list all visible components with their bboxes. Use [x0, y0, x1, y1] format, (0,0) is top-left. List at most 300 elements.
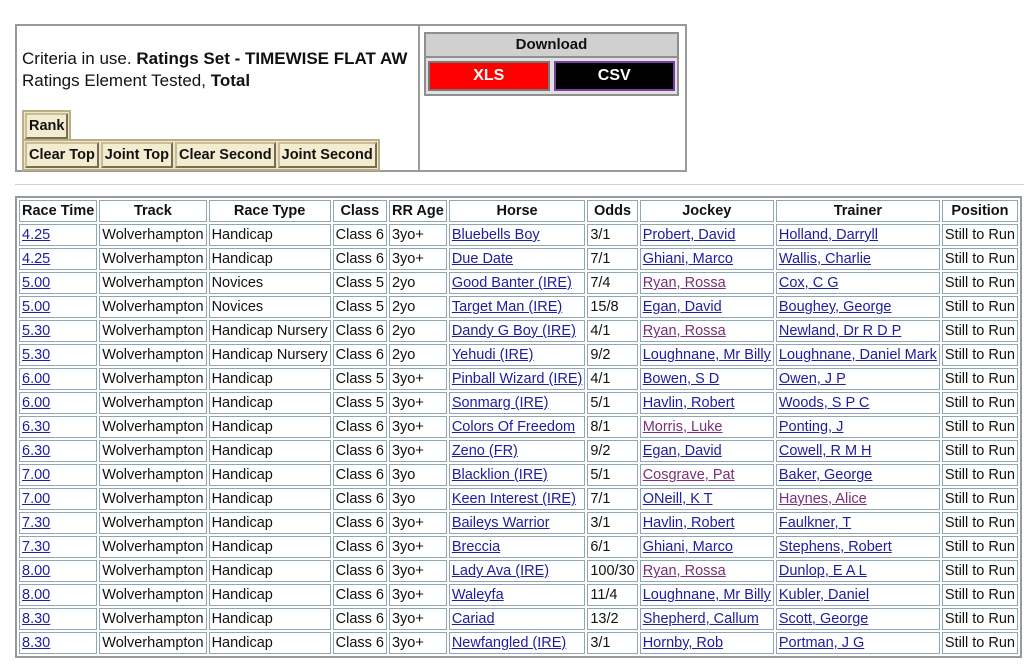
column-header-jockey: Jockey	[640, 200, 774, 222]
race-type-cell: Novices	[209, 272, 331, 294]
clear-top-button[interactable]: Clear Top	[25, 142, 99, 168]
race-time-cell	[19, 536, 97, 558]
jockey-cell	[640, 632, 774, 654]
trainer-cell	[776, 440, 940, 462]
jockey-link[interactable]: Egan, David	[642, 299, 722, 315]
trainer-cell	[776, 344, 940, 366]
track-cell: Wolverhampton	[99, 272, 206, 294]
jockey-cell	[640, 560, 774, 582]
trainer-link[interactable]: Cox, C G	[778, 275, 839, 291]
jockey-link[interactable]: Ghiani, Marco	[642, 251, 733, 267]
race-time-link[interactable]: 6.30	[22, 419, 51, 435]
race-type-cell: Handicap	[209, 248, 331, 270]
jockey-link[interactable]: Cosgrave, Pat	[642, 467, 735, 483]
table-row	[19, 440, 1018, 462]
odds-cell: 7/4	[587, 272, 637, 294]
race-time-cell	[19, 440, 97, 462]
horse-link[interactable]: Good Banter (IRE)	[451, 275, 572, 291]
race-time-link[interactable]: 5.00	[22, 299, 51, 315]
position-filter-group	[22, 139, 380, 171]
table-row	[19, 464, 1018, 486]
table-row	[19, 584, 1018, 606]
jockey-link[interactable]: Ryan, Rossa	[642, 323, 726, 339]
track-cell: Wolverhampton	[99, 320, 206, 342]
table-row	[19, 512, 1018, 534]
trainer-link[interactable]: Faulkner, T	[778, 515, 852, 531]
jockey-link[interactable]: ONeill, K T	[642, 491, 713, 507]
element-value: Total	[210, 71, 251, 90]
class-cell: Class 6	[333, 632, 387, 654]
horse-link[interactable]: Sonmarg (IRE)	[451, 395, 549, 411]
joint-top-button[interactable]: Joint Top	[101, 142, 173, 168]
jockey-cell	[640, 272, 774, 294]
jockey-cell	[640, 464, 774, 486]
race-type-cell: Handicap	[209, 224, 331, 246]
race-time-cell	[19, 248, 97, 270]
xls-download-button[interactable]: XLS	[428, 61, 550, 91]
jockey-link[interactable]: Hornby, Rob	[642, 635, 724, 651]
horse-link[interactable]: Dandy G Boy (IRE)	[451, 323, 576, 339]
race-time-link[interactable]: 7.00	[22, 491, 51, 507]
odds-cell: 3/1	[587, 224, 637, 246]
horse-link[interactable]: Zeno (FR)	[451, 443, 518, 459]
trainer-link[interactable]: Baker, George	[778, 467, 873, 483]
trainer-cell	[776, 272, 940, 294]
download-section	[420, 26, 685, 170]
trainer-link[interactable]: Ponting, J	[778, 419, 844, 435]
race-time-link[interactable]: 5.30	[22, 347, 51, 363]
odds-cell: 100/30	[587, 560, 637, 582]
race-time-cell	[19, 416, 97, 438]
track-cell: Wolverhampton	[99, 488, 206, 510]
jockey-cell	[640, 248, 774, 270]
table-row	[19, 632, 1018, 654]
jockey-cell	[640, 368, 774, 390]
jockey-link[interactable]: Loughnane, Mr Billy	[642, 347, 771, 363]
trainer-link[interactable]: Wallis, Charlie	[778, 251, 871, 267]
jockey-link[interactable]: Havlin, Robert	[642, 515, 735, 531]
position-cell: Still to Run	[942, 488, 1018, 510]
horse-link[interactable]: Breccia	[451, 539, 501, 555]
trainer-link[interactable]: Dunlop, E A L	[778, 563, 867, 579]
jockey-cell	[640, 488, 774, 510]
odds-cell: 6/1	[587, 536, 637, 558]
trainer-link[interactable]: Newland, Dr R D P	[778, 323, 902, 339]
odds-cell: 4/1	[587, 320, 637, 342]
trainer-cell	[776, 632, 940, 654]
odds-cell: 13/2	[587, 608, 637, 630]
age-cell: 2yo	[389, 296, 447, 318]
horse-cell	[449, 560, 586, 582]
race-type-cell: Handicap Nursery	[209, 320, 331, 342]
horse-cell	[449, 392, 586, 414]
race-table	[15, 196, 1022, 658]
horse-cell	[449, 272, 586, 294]
odds-cell: 5/1	[587, 392, 637, 414]
track-cell: Wolverhampton	[99, 392, 206, 414]
race-time-link[interactable]: 8.00	[22, 563, 51, 579]
trainer-link[interactable]: Loughnane, Daniel Mark	[778, 347, 937, 363]
column-header-trainer: Trainer	[776, 200, 940, 222]
position-cell: Still to Run	[942, 296, 1018, 318]
trainer-link[interactable]: Scott, George	[778, 611, 869, 627]
class-cell: Class 6	[333, 608, 387, 630]
age-cell: 3yo+	[389, 512, 447, 534]
jockey-cell	[640, 584, 774, 606]
age-cell: 3yo+	[389, 560, 447, 582]
download-box	[424, 32, 679, 96]
horse-link[interactable]: Lady Ava (IRE)	[451, 563, 550, 579]
horse-link[interactable]: Target Man (IRE)	[451, 299, 563, 315]
trainer-link[interactable]: Stephens, Robert	[778, 539, 892, 555]
age-cell: 3yo+	[389, 536, 447, 558]
table-row	[19, 560, 1018, 582]
jockey-link[interactable]: Probert, David	[642, 227, 736, 243]
race-type-cell: Handicap	[209, 536, 331, 558]
horse-cell	[449, 584, 586, 606]
class-cell: Class 6	[333, 536, 387, 558]
trainer-cell	[776, 608, 940, 630]
class-cell: Class 6	[333, 248, 387, 270]
jockey-cell	[640, 440, 774, 462]
age-cell: 2yo	[389, 272, 447, 294]
jockey-link[interactable]: Egan, David	[642, 443, 722, 459]
horse-cell	[449, 512, 586, 534]
race-time-link[interactable]: 4.25	[22, 227, 51, 243]
race-time-cell	[19, 584, 97, 606]
class-cell: Class 6	[333, 560, 387, 582]
horse-link[interactable]: Colors Of Freedom	[451, 419, 576, 435]
trainer-cell	[776, 416, 940, 438]
race-time-link[interactable]: 7.00	[22, 467, 51, 483]
class-cell: Class 5	[333, 392, 387, 414]
race-time-cell	[19, 464, 97, 486]
horse-link[interactable]: Pinball Wizard (IRE)	[451, 371, 583, 387]
race-time-cell	[19, 560, 97, 582]
class-cell: Class 5	[333, 296, 387, 318]
horse-cell	[449, 368, 586, 390]
csv-download-button[interactable]: CSV	[554, 61, 676, 91]
horse-link[interactable]: Bluebells Boy	[451, 227, 540, 243]
race-time-link[interactable]: 7.30	[22, 515, 51, 531]
race-time-cell	[19, 512, 97, 534]
race-type-cell: Handicap	[209, 440, 331, 462]
trainer-link[interactable]: Kubler, Daniel	[778, 587, 870, 603]
age-cell: 3yo+	[389, 416, 447, 438]
odds-cell: 3/1	[587, 512, 637, 534]
race-time-link[interactable]: 8.30	[22, 611, 51, 627]
column-header-race-time: Race Time	[19, 200, 97, 222]
class-cell: Class 6	[333, 464, 387, 486]
table-row	[19, 488, 1018, 510]
race-time-link[interactable]: 4.25	[22, 251, 51, 267]
class-cell: Class 6	[333, 416, 387, 438]
class-cell: Class 6	[333, 440, 387, 462]
odds-cell: 15/8	[587, 296, 637, 318]
trainer-cell	[776, 392, 940, 414]
race-table-body	[19, 224, 1018, 654]
track-cell: Wolverhampton	[99, 248, 206, 270]
rank-group	[22, 110, 71, 142]
joint-second-button[interactable]: Joint Second	[278, 142, 377, 168]
horse-cell	[449, 248, 586, 270]
trainer-link[interactable]: Haynes, Alice	[778, 491, 867, 507]
column-header-odds: Odds	[587, 200, 637, 222]
trainer-cell	[776, 536, 940, 558]
clear-second-button[interactable]: Clear Second	[175, 142, 276, 168]
rank-button[interactable]: Rank	[25, 113, 68, 139]
track-cell: Wolverhampton	[99, 344, 206, 366]
race-time-cell	[19, 296, 97, 318]
race-time-link[interactable]: 5.00	[22, 275, 51, 291]
race-type-cell: Handicap	[209, 584, 331, 606]
criteria-section	[17, 26, 420, 170]
trainer-cell	[776, 320, 940, 342]
horse-cell	[449, 632, 586, 654]
position-cell: Still to Run	[942, 536, 1018, 558]
odds-cell: 7/1	[587, 248, 637, 270]
jockey-link[interactable]: Loughnane, Mr Billy	[642, 587, 771, 603]
download-buttons	[426, 58, 677, 94]
criteria-panel	[15, 24, 687, 172]
table-row	[19, 392, 1018, 414]
track-cell: Wolverhampton	[99, 632, 206, 654]
odds-cell: 5/1	[587, 464, 637, 486]
track-cell: Wolverhampton	[99, 464, 206, 486]
odds-cell: 8/1	[587, 416, 637, 438]
position-cell: Still to Run	[942, 224, 1018, 246]
table-row	[19, 272, 1018, 294]
horse-link[interactable]: Waleyfa	[451, 587, 504, 603]
race-time-link[interactable]: 6.00	[22, 395, 51, 411]
jockey-cell	[640, 344, 774, 366]
race-time-link[interactable]: 8.00	[22, 587, 51, 603]
jockey-cell	[640, 512, 774, 534]
race-type-cell: Handicap	[209, 512, 331, 534]
age-cell: 3yo+	[389, 440, 447, 462]
jockey-link[interactable]: Ryan, Rossa	[642, 275, 726, 291]
table-row	[19, 320, 1018, 342]
horse-cell	[449, 608, 586, 630]
age-cell: 3yo+	[389, 392, 447, 414]
jockey-cell	[640, 320, 774, 342]
position-cell: Still to Run	[942, 512, 1018, 534]
race-time-link[interactable]: 6.00	[22, 371, 51, 387]
race-time-cell	[19, 368, 97, 390]
age-cell: 3yo+	[389, 608, 447, 630]
position-cell: Still to Run	[942, 584, 1018, 606]
horse-cell	[449, 464, 586, 486]
race-time-link[interactable]: 7.30	[22, 539, 51, 555]
position-cell: Still to Run	[942, 272, 1018, 294]
trainer-cell	[776, 224, 940, 246]
race-type-cell: Handicap	[209, 464, 331, 486]
age-cell: 3yo+	[389, 224, 447, 246]
horse-link[interactable]: Blacklion (IRE)	[451, 467, 548, 483]
horse-cell	[449, 224, 586, 246]
column-header-position: Position	[942, 200, 1018, 222]
race-type-cell: Handicap	[209, 392, 331, 414]
trainer-link[interactable]: Boughey, George	[778, 299, 892, 315]
jockey-cell	[640, 536, 774, 558]
trainer-link[interactable]: Cowell, R M H	[778, 443, 872, 459]
position-cell: Still to Run	[942, 560, 1018, 582]
track-cell: Wolverhampton	[99, 368, 206, 390]
class-cell: Class 6	[333, 488, 387, 510]
class-cell: Class 5	[333, 272, 387, 294]
trainer-link[interactable]: Portman, J G	[778, 635, 865, 651]
race-time-cell	[19, 632, 97, 654]
race-type-cell: Handicap	[209, 368, 331, 390]
age-cell: 2yo	[389, 344, 447, 366]
race-time-link[interactable]: 8.30	[22, 635, 51, 651]
table-row	[19, 344, 1018, 366]
age-cell: 3yo+	[389, 584, 447, 606]
race-type-cell: Handicap Nursery	[209, 344, 331, 366]
race-time-cell	[19, 224, 97, 246]
race-type-cell: Handicap	[209, 608, 331, 630]
column-header-race-type: Race Type	[209, 200, 331, 222]
ratings-set: Ratings Set - TIMEWISE FLAT AW	[136, 49, 408, 68]
horse-link[interactable]: Due Date	[451, 251, 514, 267]
odds-cell: 11/4	[587, 584, 637, 606]
position-cell: Still to Run	[942, 608, 1018, 630]
horse-link[interactable]: Keen Interest (IRE)	[451, 491, 576, 507]
jockey-link[interactable]: Morris, Luke	[642, 419, 723, 435]
race-time-link[interactable]: 5.30	[22, 323, 51, 339]
trainer-cell	[776, 368, 940, 390]
race-time-cell	[19, 608, 97, 630]
horse-cell	[449, 488, 586, 510]
trainer-cell	[776, 296, 940, 318]
position-cell: Still to Run	[942, 632, 1018, 654]
trainer-cell	[776, 512, 940, 534]
race-type-cell: Handicap	[209, 560, 331, 582]
trainer-link[interactable]: Holland, Darryll	[778, 227, 878, 243]
class-cell: Class 6	[333, 512, 387, 534]
age-cell: 3yo+	[389, 632, 447, 654]
jockey-link[interactable]: Havlin, Robert	[642, 395, 735, 411]
trainer-link[interactable]: Woods, S P C	[778, 395, 870, 411]
jockey-cell	[640, 392, 774, 414]
trainer-cell	[776, 488, 940, 510]
race-time-cell	[19, 488, 97, 510]
criteria-text	[22, 48, 407, 92]
odds-cell: 3/1	[587, 632, 637, 654]
age-cell: 3yo+	[389, 368, 447, 390]
race-time-cell	[19, 392, 97, 414]
race-type-cell: Handicap	[209, 632, 331, 654]
odds-cell: 9/2	[587, 344, 637, 366]
track-cell: Wolverhampton	[99, 224, 206, 246]
jockey-cell	[640, 224, 774, 246]
class-cell: Class 6	[333, 320, 387, 342]
horse-link[interactable]: Cariad	[451, 611, 495, 627]
age-cell: 3yo+	[389, 248, 447, 270]
trainer-link[interactable]: Owen, J P	[778, 371, 846, 387]
horse-cell	[449, 296, 586, 318]
horse-link[interactable]: Yehudi (IRE)	[451, 347, 534, 363]
horse-cell	[449, 536, 586, 558]
position-cell: Still to Run	[942, 320, 1018, 342]
horse-cell	[449, 416, 586, 438]
horse-link[interactable]: Baileys Warrior	[451, 515, 550, 531]
horse-link[interactable]: Newfangled (IRE)	[451, 635, 567, 651]
trainer-cell	[776, 560, 940, 582]
column-header-horse: Horse	[449, 200, 586, 222]
position-cell: Still to Run	[942, 464, 1018, 486]
age-cell: 2yo	[389, 320, 447, 342]
track-cell: Wolverhampton	[99, 416, 206, 438]
class-cell: Class 5	[333, 368, 387, 390]
race-type-cell: Novices	[209, 296, 331, 318]
table-row	[19, 608, 1018, 630]
position-cell: Still to Run	[942, 248, 1018, 270]
jockey-link[interactable]: Ghiani, Marco	[642, 539, 733, 555]
criteria-prefix: Criteria in use.	[22, 49, 132, 68]
track-cell: Wolverhampton	[99, 560, 206, 582]
column-header-rr-age: RR Age	[389, 200, 447, 222]
position-cell: Still to Run	[942, 416, 1018, 438]
table-row	[19, 368, 1018, 390]
trainer-cell	[776, 248, 940, 270]
age-cell: 3yo	[389, 488, 447, 510]
horse-cell	[449, 440, 586, 462]
horse-cell	[449, 320, 586, 342]
track-cell: Wolverhampton	[99, 296, 206, 318]
table-row	[19, 416, 1018, 438]
section-divider	[15, 184, 1024, 185]
race-type-cell: Handicap	[209, 488, 331, 510]
race-time-link[interactable]: 6.30	[22, 443, 51, 459]
position-cell: Still to Run	[942, 344, 1018, 366]
table-row	[19, 248, 1018, 270]
track-cell: Wolverhampton	[99, 512, 206, 534]
jockey-cell	[640, 296, 774, 318]
jockey-link[interactable]: Bowen, S D	[642, 371, 720, 387]
odds-cell: 4/1	[587, 368, 637, 390]
class-cell: Class 6	[333, 584, 387, 606]
jockey-cell	[640, 608, 774, 630]
odds-cell: 9/2	[587, 440, 637, 462]
race-time-cell	[19, 344, 97, 366]
track-cell: Wolverhampton	[99, 584, 206, 606]
trainer-cell	[776, 584, 940, 606]
odds-cell: 7/1	[587, 488, 637, 510]
download-title: Download	[426, 34, 677, 58]
class-cell: Class 6	[333, 344, 387, 366]
horse-cell	[449, 344, 586, 366]
trainer-cell	[776, 464, 940, 486]
track-cell: Wolverhampton	[99, 608, 206, 630]
column-header-track: Track	[99, 200, 206, 222]
element-prefix: Ratings Element Tested,	[22, 71, 206, 90]
column-header-class: Class	[333, 200, 387, 222]
track-cell: Wolverhampton	[99, 536, 206, 558]
race-time-cell	[19, 320, 97, 342]
position-cell: Still to Run	[942, 440, 1018, 462]
age-cell: 3yo	[389, 464, 447, 486]
track-cell: Wolverhampton	[99, 440, 206, 462]
race-type-cell: Handicap	[209, 416, 331, 438]
jockey-link[interactable]: Shepherd, Callum	[642, 611, 759, 627]
race-time-cell	[19, 272, 97, 294]
table-header-row	[19, 200, 1018, 222]
position-cell: Still to Run	[942, 392, 1018, 414]
class-cell: Class 6	[333, 224, 387, 246]
table-row	[19, 224, 1018, 246]
jockey-link[interactable]: Ryan, Rossa	[642, 563, 726, 579]
